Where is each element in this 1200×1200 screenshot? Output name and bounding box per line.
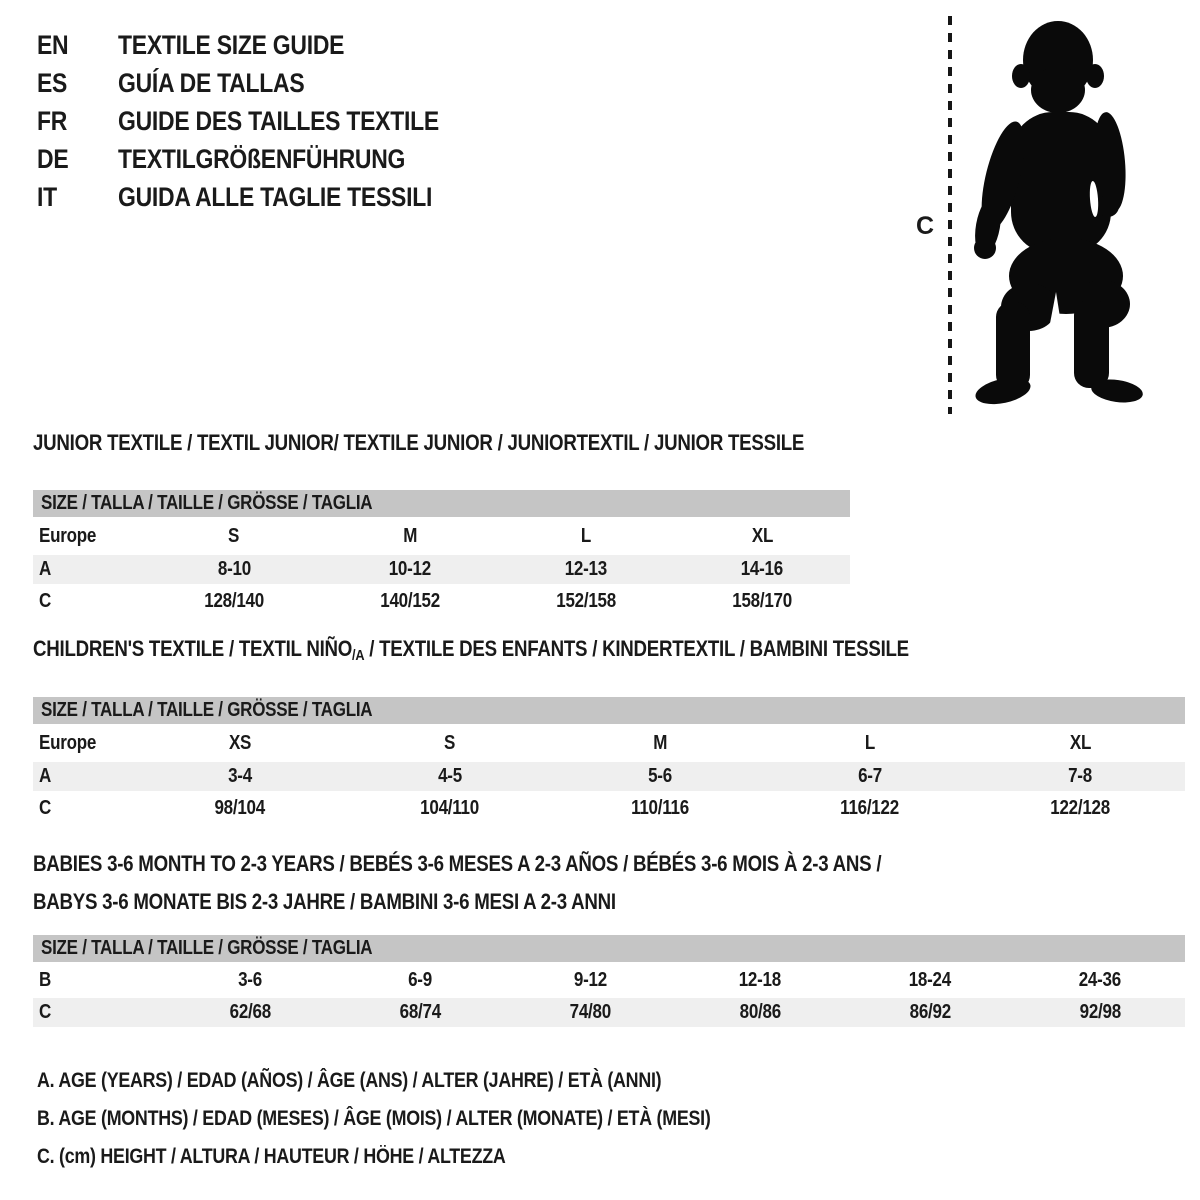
cell-text: 9-12	[573, 969, 607, 991]
legend-text: A. AGE (YEARS) / EDAD (AÑOS) / ÂGE (ANS) / ALTER (JAHRE) / ETÀ (ANNI)	[37, 1069, 662, 1092]
cell-text: 5-6	[648, 765, 672, 787]
table-cell	[675, 998, 845, 1027]
babies-section-title-line2	[33, 883, 1185, 921]
cell-text: 62/68	[229, 1001, 271, 1023]
height-measure-line	[948, 16, 952, 414]
junior-size-table	[33, 518, 850, 619]
cell-text: 24-36	[1078, 969, 1122, 991]
junior-section-title-text: JUNIOR TEXTILE / TEXTIL JUNIOR/ TEXTILE JUNIOR / JUNIORTEXTIL / JUNIOR TESSILE	[33, 430, 805, 455]
cell-text: L	[864, 732, 876, 754]
babies-size-table	[33, 963, 1185, 1030]
table-cell	[146, 521, 322, 552]
table-cell	[345, 728, 555, 759]
table-cell	[33, 587, 146, 616]
cell-text: 68/74	[399, 1001, 441, 1023]
cell-text: 98/104	[214, 797, 266, 819]
table-cell	[33, 998, 165, 1027]
table-cell	[765, 762, 975, 791]
cell-text: A	[39, 558, 52, 580]
language-title: GUÍA DE TALLAS	[118, 68, 305, 98]
cell-text: 3-4	[228, 765, 252, 787]
cell-text: 110/116	[631, 797, 689, 819]
size-header-band	[33, 935, 1185, 962]
language-row-en	[37, 26, 496, 64]
size-header-text: SIZE / TALLA / TAILLE / GRÖSSE / TAGLIA	[41, 699, 373, 721]
babies-textile-section	[33, 845, 1185, 1030]
table-cell	[505, 966, 675, 995]
table-row-sizes	[33, 521, 850, 552]
table-row-age	[33, 762, 1185, 791]
cell-text: C	[39, 1001, 52, 1023]
table-cell	[555, 762, 765, 791]
cell-text: M	[403, 525, 417, 547]
language-row-fr	[37, 102, 496, 140]
table-cell	[345, 794, 555, 823]
table-cell	[975, 728, 1185, 759]
babies-title-text-2: BABYS 3-6 MONATE BIS 2-3 JAHRE / BAMBINI 3-6 MESI A 2-3 ANNI	[33, 889, 616, 914]
table-cell	[345, 762, 555, 791]
cell-text: Europe	[39, 732, 97, 754]
table-row-sizes	[33, 728, 1185, 759]
cell-text: 116/122	[840, 797, 900, 819]
table-cell	[33, 762, 135, 791]
table-cell	[675, 966, 845, 995]
cell-text: XS	[228, 732, 252, 754]
table-cell	[765, 728, 975, 759]
language-code: IT	[37, 182, 57, 212]
table-row-height	[33, 998, 1185, 1027]
cell-text: 128/140	[204, 590, 264, 612]
table-cell	[674, 521, 850, 552]
cell-text: 14-16	[740, 558, 784, 580]
title-prefix: CHILDREN'S TEXTILE / TEXTIL NIÑO	[33, 636, 353, 661]
measurement-legend	[37, 1062, 829, 1176]
measure-c-label: C	[916, 212, 935, 240]
table-cell	[845, 998, 1015, 1027]
table-cell	[322, 521, 498, 552]
table-cell	[33, 728, 135, 759]
language-code: FR	[37, 106, 68, 136]
cell-text: 6-7	[858, 765, 882, 787]
legend-text: B. AGE (MONTHS) / EDAD (MESES) / ÂGE (MOIS) / ALTER (MONATE) / ETÀ (MESI)	[37, 1107, 711, 1130]
table-cell	[335, 966, 505, 995]
children-section-title	[33, 634, 1185, 671]
language-title: GUIDE DES TAILLES TEXTILE	[118, 106, 439, 136]
table-cell	[33, 521, 146, 552]
babies-section-title-line1	[33, 845, 1185, 883]
language-code: EN	[37, 30, 69, 60]
table-row-height	[33, 794, 1185, 823]
cell-text: 74/80	[569, 1001, 611, 1023]
cell-text: 6-9	[408, 969, 432, 991]
cell-text: C	[39, 590, 52, 612]
cell-text: 8-10	[217, 558, 251, 580]
table-cell	[135, 794, 345, 823]
title-subscript: /A	[352, 647, 365, 664]
table-cell	[975, 794, 1185, 823]
table-cell	[1015, 998, 1185, 1027]
legend-text: C. (cm) HEIGHT / ALTURA / HAUTEUR / HÖHE / ALTEZZA	[37, 1145, 506, 1168]
cell-text: A	[39, 765, 52, 787]
table-row-age	[33, 555, 850, 584]
legend-height	[37, 1138, 829, 1176]
table-cell	[555, 728, 765, 759]
cell-text: 86/92	[909, 1001, 951, 1023]
cell-text: 10-12	[388, 558, 432, 580]
cell-text: 7-8	[1068, 765, 1092, 787]
legend-age-years	[37, 1062, 829, 1100]
table-cell	[146, 587, 322, 616]
children-section-title-text	[33, 634, 909, 671]
table-cell	[765, 794, 975, 823]
junior-section-title	[33, 428, 850, 458]
babies-title-text-1: BABIES 3-6 MONTH TO 2-3 YEARS / BEBÉS 3-6 MESES A 2-3 AÑOS / BÉBÉS 3-6 MOIS À 2-3 ANS /	[33, 851, 882, 876]
cell-text: S	[444, 732, 456, 754]
table-cell	[135, 762, 345, 791]
cell-text: 80/86	[739, 1001, 781, 1023]
table-cell	[674, 555, 850, 584]
cell-text: 4-5	[438, 765, 462, 787]
table-cell	[555, 794, 765, 823]
height-figure	[912, 14, 1190, 418]
toddler-silhouette-icon	[966, 14, 1154, 418]
cell-text: 12-13	[564, 558, 608, 580]
table-cell	[322, 587, 498, 616]
children-size-table	[33, 725, 1185, 826]
title-suffix: / TEXTILE DES ENFANTS / KINDERTEXTIL / BAMBINI TESSILE	[364, 636, 909, 661]
table-cell	[498, 587, 674, 616]
language-title: TEXTILGRÖßENFÜHRUNG	[118, 144, 406, 174]
table-cell	[845, 966, 1015, 995]
table-cell	[165, 998, 335, 1027]
legend-age-months	[37, 1100, 829, 1138]
size-header-text: SIZE / TALLA / TAILLE / GRÖSSE / TAGLIA	[41, 937, 373, 959]
language-code: DE	[37, 144, 69, 174]
table-cell	[975, 762, 1185, 791]
language-title: GUIDA ALLE TAGLIE TESSILI	[118, 182, 433, 212]
cell-text: 104/110	[420, 797, 480, 819]
size-header-band	[33, 697, 1185, 724]
cell-text: 3-6	[238, 969, 262, 991]
table-cell	[498, 521, 674, 552]
size-header-text: SIZE / TALLA / TAILLE / GRÖSSE / TAGLIA	[41, 492, 373, 514]
language-row-it	[37, 178, 496, 216]
cell-text: 152/158	[556, 590, 616, 612]
cell-text: 158/170	[732, 590, 792, 612]
table-cell	[33, 794, 135, 823]
table-row-height	[33, 587, 850, 616]
children-textile-section	[33, 634, 1185, 826]
table-cell	[135, 728, 345, 759]
cell-text: M	[653, 732, 667, 754]
cell-text: 140/152	[380, 590, 440, 612]
table-cell	[505, 998, 675, 1027]
size-header-band	[33, 490, 850, 517]
table-cell	[335, 998, 505, 1027]
table-cell	[322, 555, 498, 584]
cell-text: C	[39, 797, 52, 819]
cell-text: 92/98	[1079, 1001, 1121, 1023]
junior-textile-section	[33, 428, 850, 619]
cell-text: L	[580, 525, 592, 547]
cell-text: 122/128	[1050, 797, 1110, 819]
cell-text: XL	[751, 525, 773, 547]
language-row-de	[37, 140, 496, 178]
table-cell	[33, 966, 165, 995]
language-code: ES	[37, 68, 68, 98]
table-row-months	[33, 966, 1185, 995]
cell-text: 12-18	[738, 969, 782, 991]
language-row-es	[37, 64, 496, 102]
language-list	[37, 26, 496, 216]
cell-text: Europe	[39, 525, 97, 547]
cell-text: B	[39, 969, 52, 991]
table-cell	[146, 555, 322, 584]
table-cell	[674, 587, 850, 616]
language-title: TEXTILE SIZE GUIDE	[118, 30, 345, 60]
table-cell	[1015, 966, 1185, 995]
table-cell	[33, 555, 146, 584]
cell-text: 18-24	[908, 969, 952, 991]
table-cell	[498, 555, 674, 584]
table-cell	[165, 966, 335, 995]
cell-text: S	[228, 525, 240, 547]
cell-text: XL	[1069, 732, 1091, 754]
